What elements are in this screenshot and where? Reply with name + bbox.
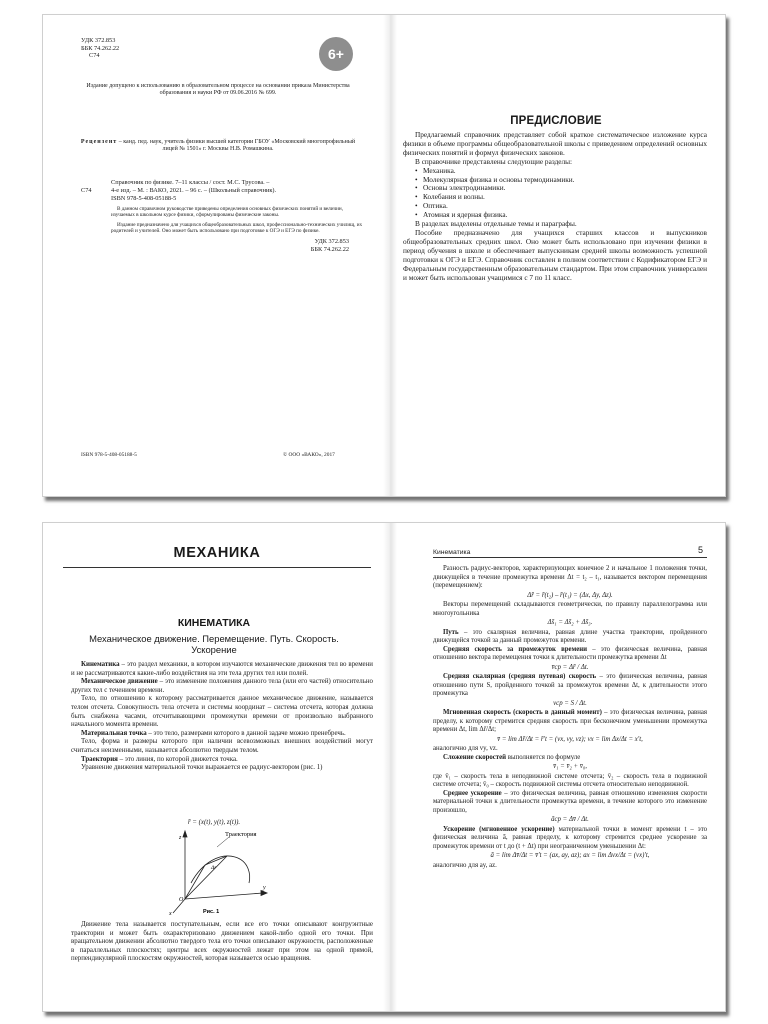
catalog-line-1: Справочник по физике. 7–11 классы / сост. М.С. Трусова. – — [111, 179, 270, 186]
trajectory-label: Траектория — [225, 831, 257, 838]
mechanics-page — [43, 523, 385, 1011]
term: Сложение скоростей — [443, 753, 507, 761]
paragraph — [433, 790, 707, 816]
catalog-entry — [81, 179, 363, 253]
acceleration-formula: ā = lim Δv̄/Δt = v̄′t = (ax, ay, az); ax = lim Δvx/Δt = (vx)′t, — [490, 852, 650, 859]
paragraph — [433, 673, 707, 699]
x-axis-label: x — [169, 911, 172, 917]
term: Траектория — [81, 755, 118, 763]
term: Материальная точка — [81, 729, 147, 737]
definition: – это физическая величина, равная отношению пути S, пройденного точкой за промежуток времени Δt, к длительности этого промежутка — [433, 673, 707, 697]
velocity-addition-formula: v̄₁ = v̄₂ + v̄₀, — [553, 763, 587, 770]
sections-list — [403, 167, 707, 220]
author-mark-line: С74 — [89, 52, 100, 60]
topic-subtitle: Механическое движение. Перемещение. Путь. Скорость. Ускорение — [89, 633, 339, 656]
trajectory-leader — [217, 837, 229, 847]
section-item: • Молекулярная физика и основы термодинамики. — [415, 176, 707, 185]
paragraph — [71, 730, 373, 739]
paragraph — [71, 678, 373, 695]
paragraph: Тело, форма и размеры которого при наличии всевозможных внешних воздействий могут считаться неизменными, называется абсолютно твердым телом. — [71, 738, 373, 754]
section-item: • Оптика. — [415, 202, 707, 211]
instant-velocity-formula: v̄ = lim Δr̄/Δt = r̄′t = (vx, vy, vz); vx = lim Δx/Δt = x′t, — [497, 735, 643, 743]
r2-vector — [185, 856, 227, 899]
preface-paragraph: В разделах выделены отдельные темы и параграфы. — [415, 219, 577, 229]
isbn-footer: ISBN 978-5-408-05188-5 — [81, 452, 137, 458]
catalog-line-2 — [81, 187, 363, 195]
approval-note: Издание допущено к использованию в образовательном процессе на основании приказа Министерства образования и науки РФ от 09.06.2016 № 699. — [86, 83, 350, 97]
paragraph — [71, 756, 373, 765]
origin-label: O — [179, 897, 184, 903]
top-book-spread — [42, 14, 726, 497]
paragraph: аналогично для ay, az. — [433, 861, 497, 869]
annotation-1: В данном справочном руководстве приведены определения основных физических понятий и величин, изучаемых в школьном курсе физики, сформулированы физические законы. — [111, 206, 344, 219]
term: Механическое движение — [81, 678, 158, 686]
paragraph — [433, 754, 707, 763]
definition: – это физическая величина, равная отношению вектора перемещения точки к длительности промежутка времени Δt — [433, 645, 707, 661]
copyright-footer: © ООО «ВАКО», 2017 — [283, 452, 335, 458]
kinematics-text — [433, 565, 707, 870]
preface-body — [403, 131, 707, 282]
section-title: МЕХАНИКА — [63, 545, 371, 568]
trajectory-curve — [191, 856, 250, 883]
paragraph: Движение тела называется поступательным, если все его точки описывают конгруэнтные траектории и может быть охарактеризовано движением какой-либо одной его точки. При вращательном движении абсолютно твердого тела его точки описывают окружности, расположенные в параллельных плоскостях; центры всех окружностей лежат при этом на одной прямой, перпендикулярной плоскостям окружностей, которая называется осью вращения. — [71, 921, 373, 963]
paragraph — [433, 629, 707, 646]
catalog-edition: 4-е изд. – М. : ВАКО, 2021. – 96 с. – (Школьный справочник). — [111, 187, 277, 194]
definition: материальной точки в момент времени t – это физическая величина ā, равная пределу, к которому стремится среднее ускорение за промежуток времени от t до (t + Δt) при неограниченном уменьшении Δt: — [433, 825, 707, 850]
preface-paragraph: Предлагаемый справочник представляет собой краткое систематическое изложение курса физики в объеме программы общеобразовательной школы с приведением определений основных физических понятий и формул физических законов. — [403, 130, 707, 157]
running-head — [433, 545, 707, 558]
udk-block — [81, 37, 119, 60]
term: Кинематика — [81, 661, 120, 668]
term: Ускорение (мгновенное ускорение) — [443, 825, 555, 833]
y-axis-arrow — [261, 891, 267, 896]
udk-right-1: УДК 372.853 — [314, 238, 349, 246]
section-item: • Атомная и ядерная физика. — [415, 211, 707, 220]
y-axis — [185, 893, 263, 899]
preface-paragraph: Пособие предназначено для учащихся старших классов и выпускников общеобразовательных средних школ. Оно может быть использовано при изучении физики в период обучения в школе и обеспечивает выпускникам средней школы возможность успешной подготовки к ОГЭ и ЕГЭ. Справочник составлен в полном соответствии с Кодификатором ЕГЭ и Федеральным государственным образовательным стандартом. При этом справочник универсален и может быть использован учащимися с 7 по 11 класс. — [403, 227, 707, 282]
udk-right-2: ББК 74.262.22 — [310, 245, 349, 253]
delta-r-label: Δr — [211, 865, 217, 871]
reviewer-note — [73, 139, 363, 154]
definition: – это тело, размерами которого в данной задаче можно пренебречь. — [146, 729, 346, 737]
mechanics-text — [71, 661, 373, 773]
paragraph: аналогично для vy, vz. — [433, 745, 498, 752]
udk-line: УДК 372.853 — [81, 37, 116, 44]
mechanics-text-continued — [71, 921, 373, 964]
trajectory-figure — [163, 827, 273, 917]
definition: – это изменение положения данного тела (или его частей) относительно других тел с течением времени. — [71, 678, 373, 694]
definition: – это физическая величина, равная отношению изменения скорости материальной точки к длительности промежутка времени, в течение которого это изменение произошло, — [433, 789, 708, 814]
section-item: • Основы электродинамики. — [415, 184, 707, 193]
preface-paragraph: В справочнике представлены следующие разделы: — [415, 156, 573, 166]
radius-vector-formula: r̄ = (x(t), y(t), z(t)). — [187, 819, 241, 826]
term: Путь — [443, 628, 459, 636]
definition: – это раздел механики, в котором изучаются механические движения тел во времени и не рассматриваются какие-либо воздействия на эти тела других тел или полей. — [71, 661, 373, 677]
definition: – это линия, по которой движется точка. — [117, 755, 238, 763]
paragraph: где v̄₁ – скорость тела в неподвижной системе отсчета; v̄₂ – скорость тела в подвижной системе отсчета; v̄₀ – скорость подвижной системы отсчета относительно неподвижной. — [433, 772, 707, 788]
bbk-line: ББК 74.262.22 — [81, 44, 120, 52]
imprint-page — [43, 15, 385, 496]
reviewer-text: – канд. пед. наук, учитель физики высшей категории ГБОУ «Московский многопрофильный лицей № 1501» г. Москвы Н.В. Ромашкина. — [117, 139, 356, 153]
age-rating-badge: 6+ — [319, 37, 353, 71]
paragraph — [433, 709, 707, 735]
y-axis-label: y — [263, 885, 266, 891]
avg-acceleration-formula: āср = Δv̄ / Δt. — [551, 816, 589, 823]
section-item: • Механика. — [415, 167, 707, 176]
paragraph: Разность радиус-векторов, характеризующих конечное 2 и начальное 1 положения точки, движущейся в течение промежутка времени Δt = t₂ – t₁, называется вектором перемещения (перемещением): — [433, 565, 707, 589]
definition: – это физическая величина, равная пределу, к которому стремится средняя скорость при бесконечном уменьшении промежутка времени Δt, lim Δr̄/Δt; — [433, 709, 708, 733]
bottom-book-spread — [42, 522, 726, 1012]
annotation-2: Издание предназначено для учащихся общеобразовательных школ, профессионально-технических училищ, их родителей и учителей. Оно может быть использовано при подготовке к ОГЭ и ЕГЭ по физике. — [111, 221, 363, 234]
catalog-code: С74 — [81, 187, 92, 194]
preface-title: ПРЕДИСЛОВИЕ — [510, 115, 602, 127]
catalog-isbn: ISBN 978-5-408-05188-5 — [111, 195, 177, 202]
paragraph: Тело, по отношению к которому рассматривается данное механическое движение, называется телом отсчета. Совокупность тела отсчета и системы координат – система отсчета, которая должна быть снабжена часами, отсчитывающими промежутки времени от произвольно выбранного начального момента времени. — [71, 695, 373, 729]
vector-sum-formula: Δs̄₁ = Δs̄₂ + Δs̄₃. — [547, 619, 593, 626]
avg-velocity-formula: v̄ср = Δr̄ / Δt. — [551, 663, 589, 671]
definition: выполняется по формуле — [506, 753, 581, 761]
kinematics-page — [385, 523, 727, 1011]
running-head-title: Кинематика — [433, 549, 471, 556]
definition: – это скалярная величина, равная длине участка траектории, пройденного движущейся точкой за данный промежуток времени. — [433, 628, 707, 644]
z-axis-label: z — [179, 835, 182, 841]
paragraph — [71, 661, 373, 678]
chapter-title: КИНЕМАТИКА — [177, 617, 251, 629]
preface-page — [385, 15, 727, 496]
paragraph — [433, 646, 707, 663]
reviewer-label: Рецензент — [80, 139, 118, 145]
term: Мгновенная скорость (скорость в данный момент) — [443, 709, 602, 716]
section-item: • Колебания и волны. — [415, 193, 707, 202]
paragraph: Векторы перемещений складываются геометрически, по правилу параллелограмма или многоугольника — [433, 601, 707, 617]
figure-caption: Рис. 1 — [203, 909, 220, 915]
avg-speed-formula: vср = S / Δt. — [553, 699, 587, 707]
term: Среднее ускорение — [443, 789, 502, 797]
delta-r-vector — [205, 856, 227, 865]
term: Средняя скалярная (средняя путевая) скорость — [443, 673, 597, 680]
term: Средняя скорость за промежуток времени — [443, 645, 588, 653]
z-axis-arrow — [183, 831, 187, 837]
paragraph — [433, 826, 707, 852]
paragraph: Уравнение движения материальной точки выражается ее радиус-вектором (рис. 1) — [81, 764, 323, 772]
page-number: 5 — [697, 545, 703, 555]
displacement-formula: Δr̄ = r̄(t₂) – r̄(t₁) = (Δx, Δy, Δz). — [527, 591, 613, 599]
